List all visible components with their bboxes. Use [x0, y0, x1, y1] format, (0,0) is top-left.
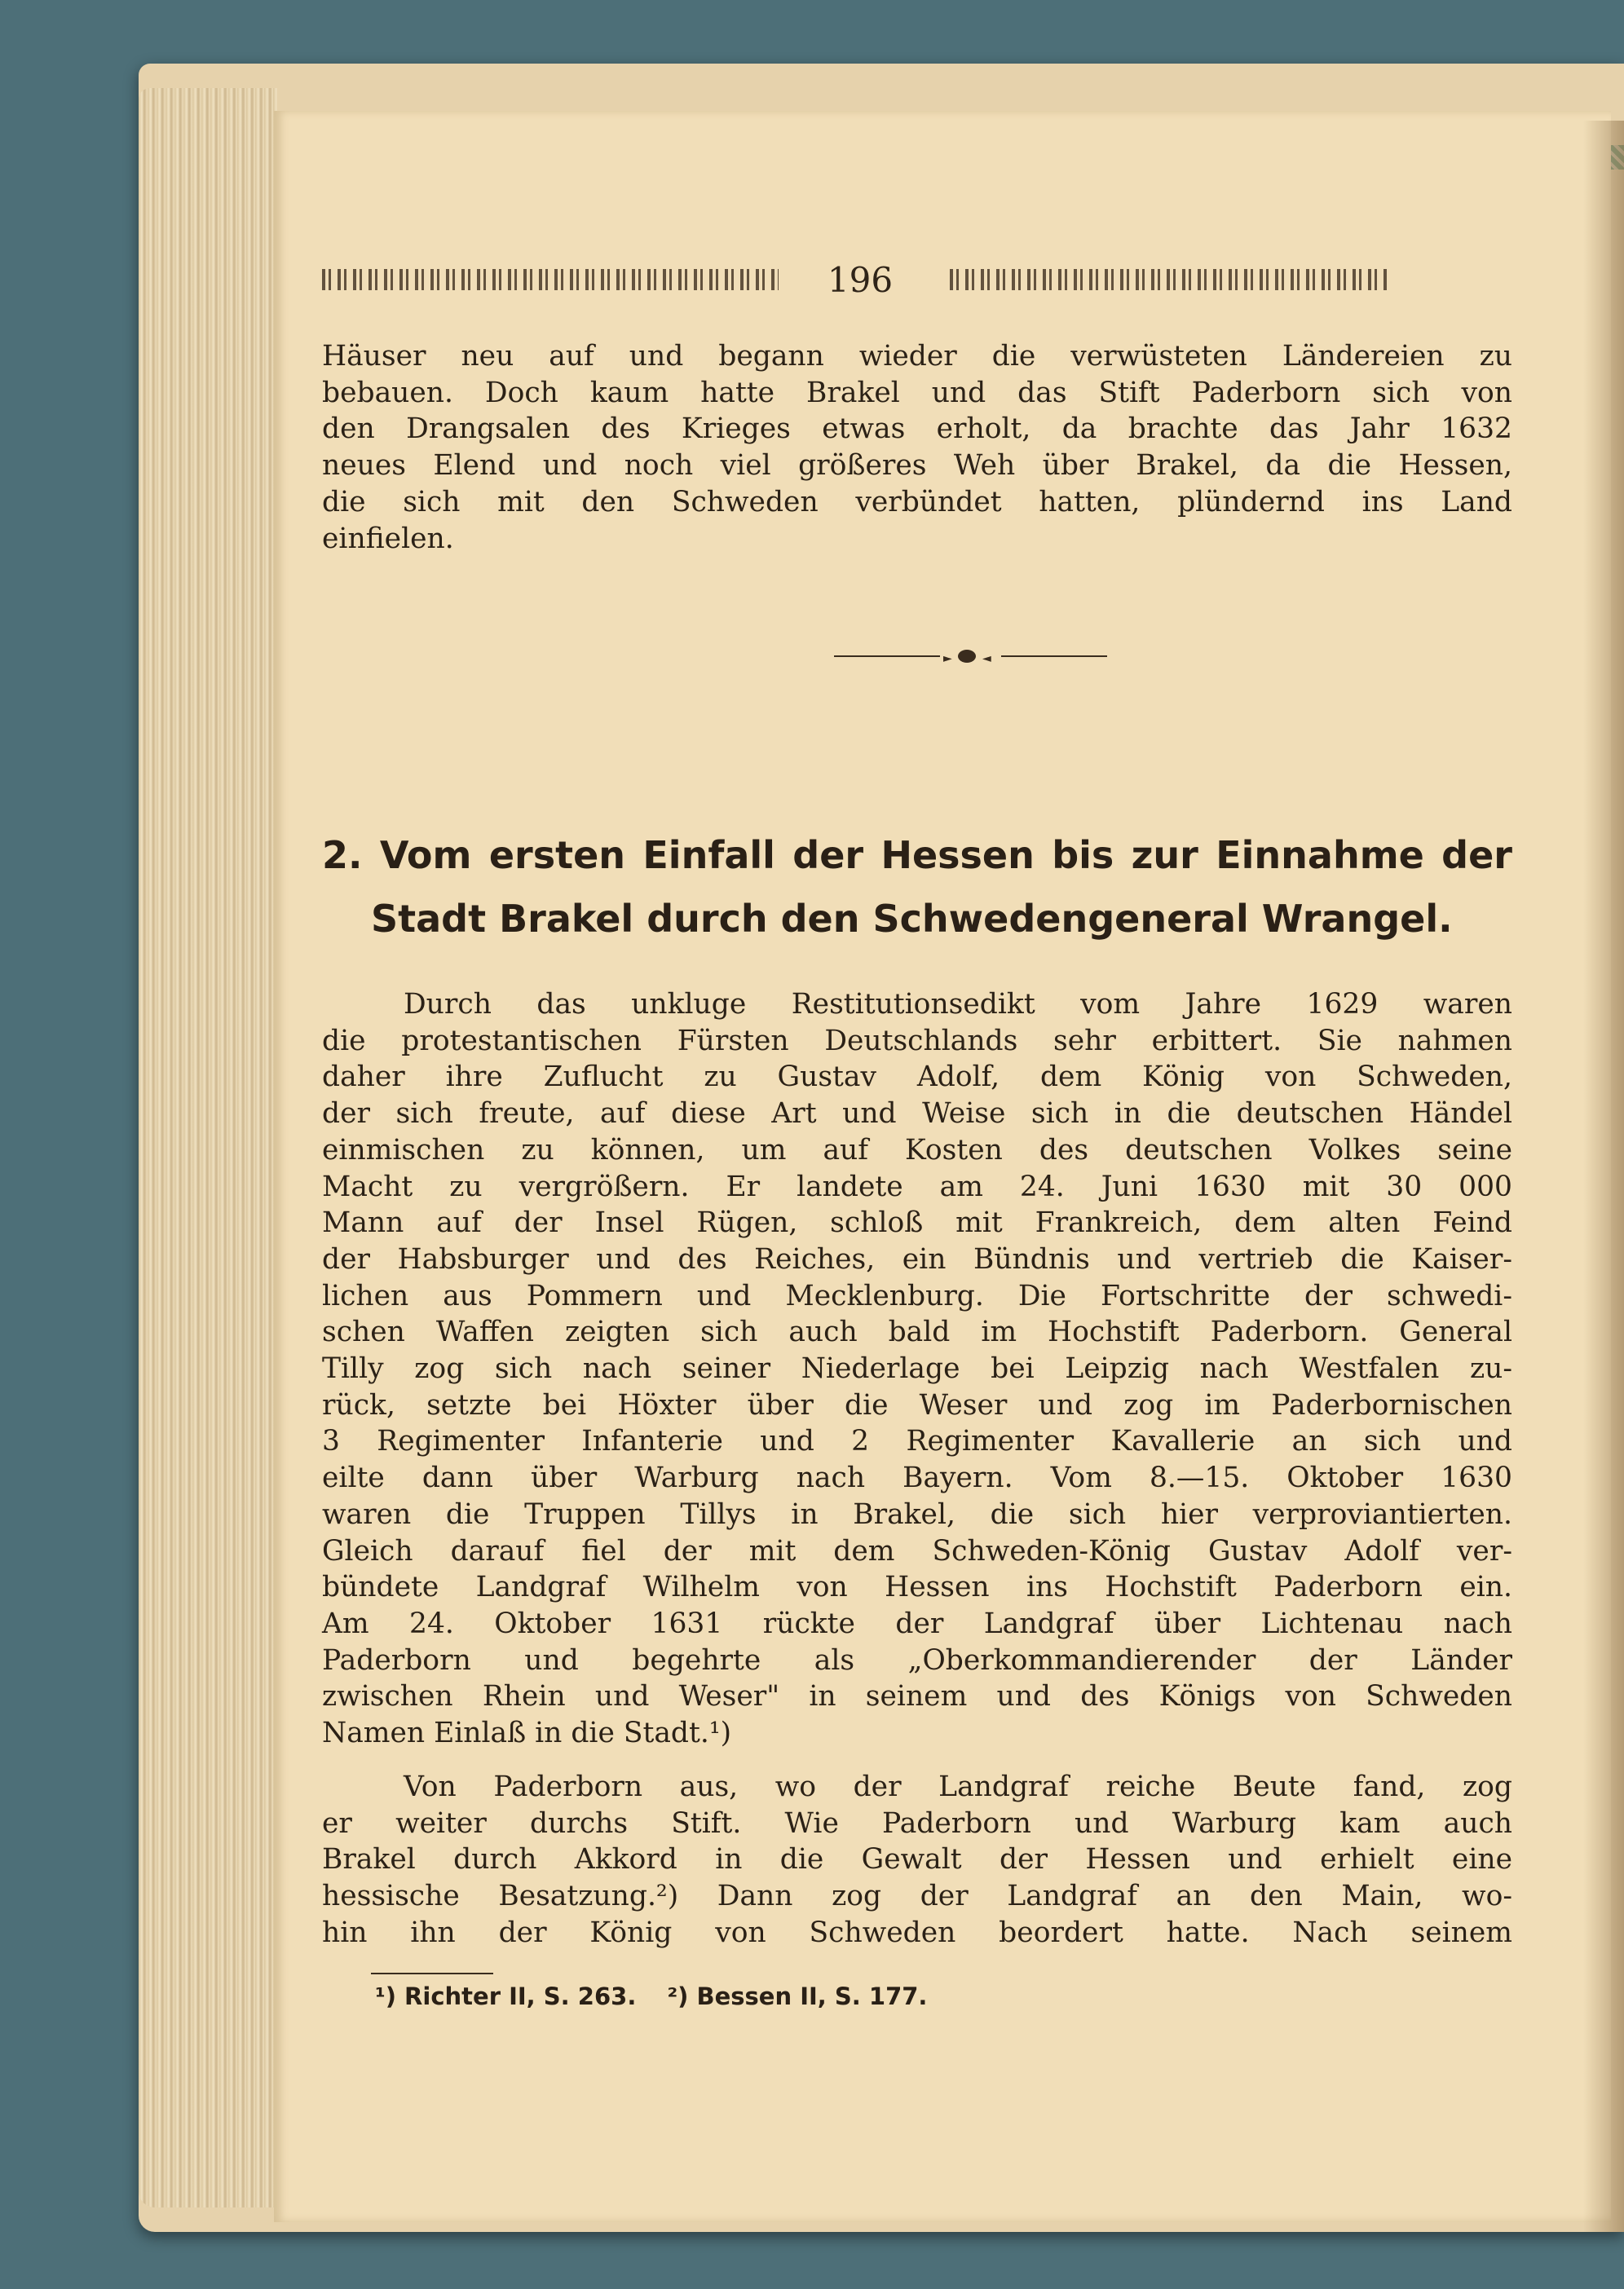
- text-line: er weiter durchs Stift. Wie Paderborn und Warburg kam auch: [322, 1806, 1512, 1840]
- text-line: Gleich darauf fiel der mit dem Schweden-König Gustav Adolf ver-: [322, 1534, 1512, 1568]
- text-line: Häuser neu auf und begann wieder die verwüsteten Ländereien zu: [322, 340, 1512, 373]
- text-line: daher ihre Zuflucht zu Gustav Adolf, dem König von Schweden,: [322, 1061, 1512, 1094]
- text-line: die protestantischen Fürsten Deutschlands sehr erbittert. Sie nahmen: [322, 1024, 1512, 1057]
- text-line: neues Elend und noch viel größeres Weh über Brakel, da die Hessen,: [322, 449, 1512, 483]
- section-divider-ornament: ► ◄: [834, 648, 1107, 664]
- text-line: Namen Einlaß in die Stadt.¹): [322, 1717, 732, 1750]
- paragraph-3: [322, 1769, 1512, 1952]
- text-line: eilte dann über Warburg nach Bayern. Vom 8.—15. Oktober 1630: [322, 1462, 1512, 1495]
- paragraph-2: [322, 986, 1512, 1752]
- text-line: lichen aus Pommern und Mecklenburg. Die Fortschritte der schwedi-: [322, 1279, 1512, 1312]
- text-line: rück, setzte bei Höxter über die Weser und zog im Paderbornischen: [322, 1388, 1512, 1422]
- footnotes: [375, 1982, 950, 2010]
- text-line: bündete Landgraf Wilhelm von Hessen ins Hochstift Paderborn ein.: [322, 1571, 1512, 1604]
- header-ornament-right: [950, 269, 1390, 290]
- text-line: den Drangsalen des Krieges etwas erholt, da brachte das Jahr 1632: [322, 412, 1512, 446]
- text-line: einfielen.: [322, 522, 454, 555]
- text-line: Macht zu vergrößern. Er landete am 24. Juni 1630 mit 30 000: [322, 1170, 1512, 1203]
- page-number: 196: [827, 259, 894, 300]
- text-line: hin ihn der König von Schweden beordert hatte. Nach seinem: [322, 1916, 1512, 1949]
- text-line: Paderborn und begehrte als „Oberkommandierender der Länder: [322, 1643, 1512, 1677]
- text-line: Durch das unkluge Restitutionsedikt vom Jahre 1629 waren: [404, 988, 1512, 1021]
- text-line: Tilly zog sich nach seiner Niederlage bei Leipzig nach Westfalen zu-: [322, 1352, 1512, 1386]
- text-line: Am 24. Oktober 1631 rückte der Landgraf über Lichtenau nach: [322, 1607, 1512, 1640]
- text-line: bebauen. Doch kaum hatte Brakel und das Stift Paderborn sich von: [322, 376, 1512, 409]
- section-heading-line-2: Stadt Brakel durch den Schwedengeneral Wrangel.: [371, 897, 1453, 941]
- footnote-1: ¹) Richter II, S. 263.: [375, 1982, 637, 2010]
- page-edges: [139, 88, 277, 2207]
- text-line: zwischen Rhein und Weser" in seinem und des Königs von Schweden: [322, 1680, 1512, 1713]
- text-line: waren die Truppen Tillys in Brakel, die sich hier verproviantierten.: [322, 1497, 1512, 1531]
- section-heading: [322, 823, 1512, 950]
- text-line: die sich mit den Schweden verbündet hatten, plündernd ins Land: [322, 485, 1512, 518]
- text-line: der Habsburger und des Reiches, ein Bündnis und vertrieb die Kaiser-: [322, 1242, 1512, 1276]
- text-line: Mann auf der Insel Rügen, schloß mit Frankreich, dem alten Feind: [322, 1206, 1512, 1240]
- page-header: [322, 259, 1512, 300]
- text-line: Von Paderborn aus, wo der Landgraf reiche Beute fand, zog: [404, 1771, 1512, 1803]
- gutter-shadow: [1583, 121, 1624, 2232]
- section-heading-line-1: 2. Vom ersten Einfall der Hessen bis zur Einnahme der: [322, 833, 1512, 877]
- text-line: einmischen zu können, um auf Kosten des deutschen Volkes seine: [322, 1133, 1512, 1167]
- text-line: Brakel durch Akkord in die Gewalt der Hessen und erhielt eine: [322, 1843, 1512, 1877]
- text-line: schen Waffen zeigten sich auch bald im Hochstift Paderborn. General: [322, 1316, 1512, 1349]
- footnote-2: ²) Bessen II, S. 177.: [667, 1982, 928, 2010]
- text-line: 3 Regimenter Infanterie und 2 Regimenter Kavallerie an sich und: [322, 1425, 1512, 1458]
- header-ornament-left: [322, 269, 779, 290]
- text-line: der sich freute, auf diese Art und Weise sich in die deutschen Händel: [322, 1097, 1512, 1131]
- paragraph-1: [322, 338, 1512, 557]
- footnote-rule: [371, 1973, 493, 1974]
- text-line: hessische Besatzung.²) Dann zog der Landgraf an den Main, wo-: [322, 1880, 1512, 1913]
